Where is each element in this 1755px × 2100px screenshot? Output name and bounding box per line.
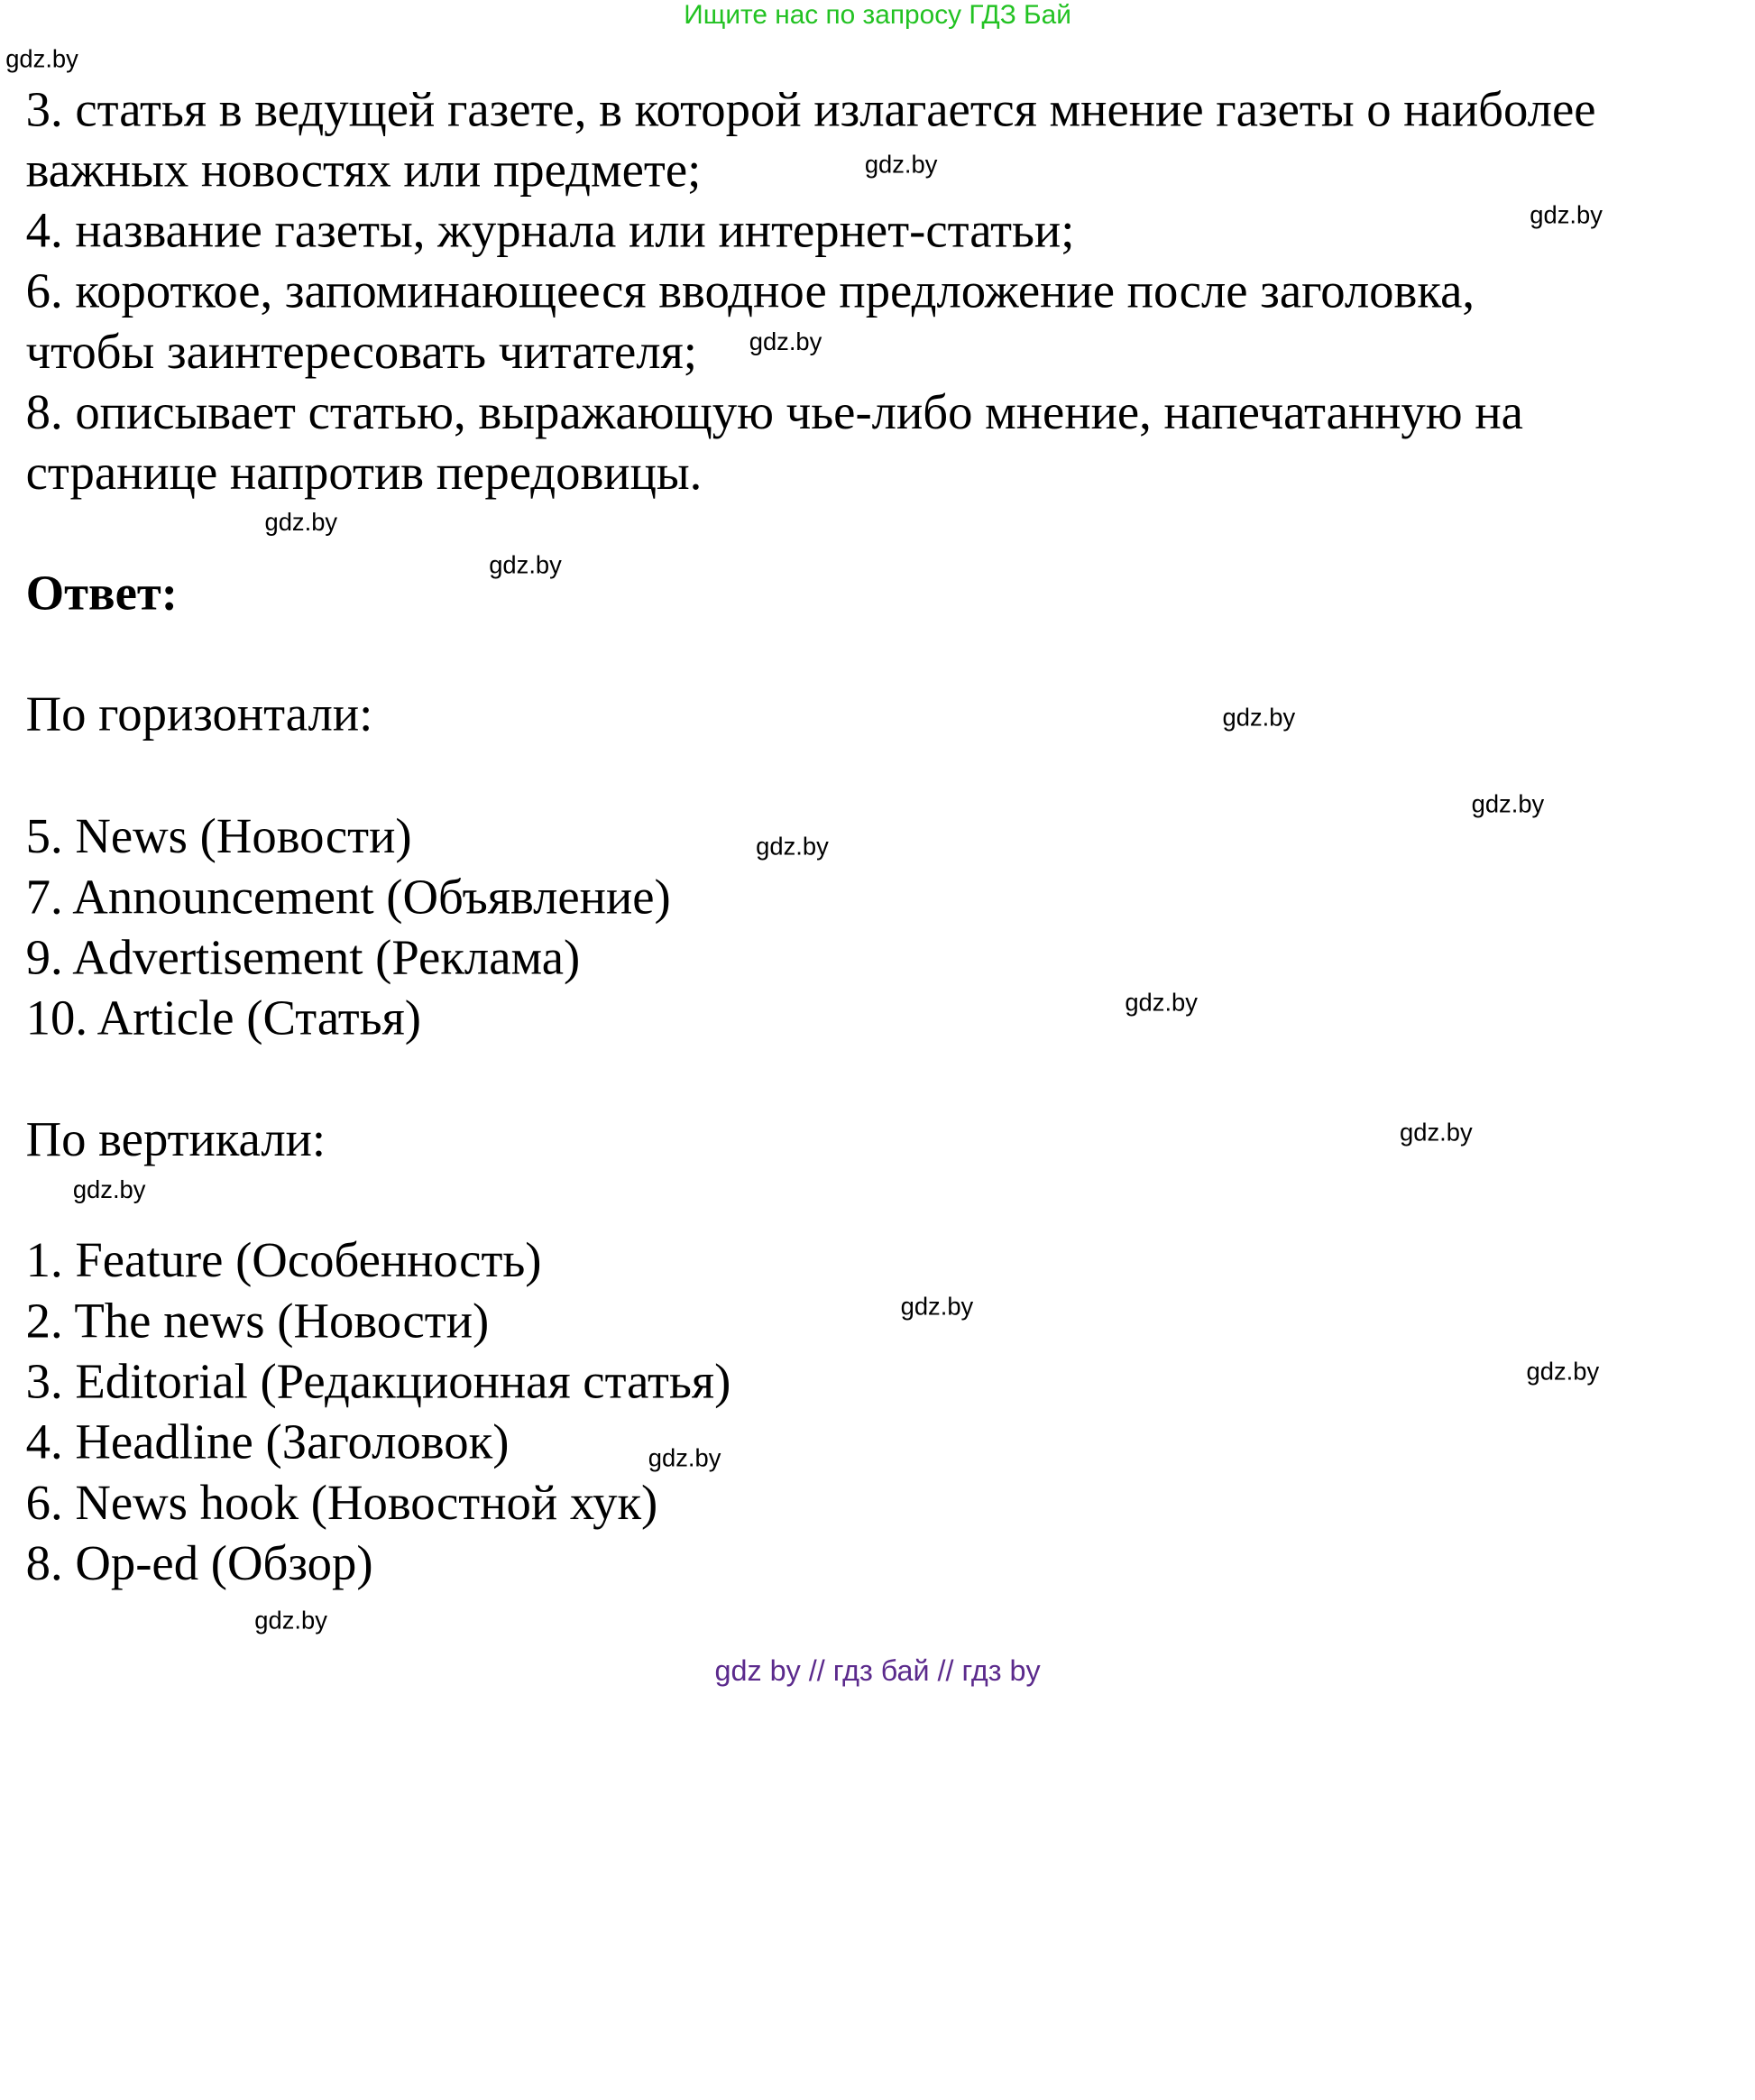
definition-line: 8. описывает статью, выражающую чье-либо мнение, напечатанную на xyxy=(25,384,1523,440)
answer-heading: Ответ: xyxy=(25,565,178,621)
watermark: gdz.by xyxy=(648,1443,721,1472)
top-banner[interactable]: Ищите нас по запросу ГДЗ Бай xyxy=(684,0,1071,31)
watermark: gdz.by xyxy=(1530,200,1603,229)
across-item: 5. News (Новости) xyxy=(25,808,412,864)
definition-line: чтобы заинтересовать читателя; xyxy=(25,324,697,380)
watermark: gdz.by xyxy=(254,1606,327,1635)
down-item: 8. Op-ed (Обзор) xyxy=(25,1535,373,1591)
definition-line: важных новостях или предмете; xyxy=(25,142,702,198)
watermark: gdz.by xyxy=(1526,1357,1600,1386)
watermark: gdz.by xyxy=(900,1292,974,1321)
watermark: gdz.by xyxy=(72,1175,146,1204)
across-item: 7. Announcement (Объявление) xyxy=(25,869,671,925)
across-heading: По горизонтали: xyxy=(25,686,373,742)
watermark: gdz.by xyxy=(5,44,78,73)
watermark: gdz.by xyxy=(864,150,938,179)
definition-line: 3. статья в ведущей газете, в которой излагается мнение газеты о наиболее xyxy=(25,81,1596,137)
watermark: gdz.by xyxy=(1471,789,1545,818)
down-heading: По вертикали: xyxy=(25,1111,326,1167)
footer-links[interactable]: gdz by // гдз бай // гдз by xyxy=(714,1653,1041,1688)
watermark: gdz.by xyxy=(1400,1118,1473,1147)
down-item: 1. Feature (Особенность) xyxy=(25,1232,542,1288)
across-item: 10. Article (Статья) xyxy=(25,990,421,1046)
definition-line: 4. название газеты, журнала или интернет-статьи; xyxy=(25,203,1075,259)
across-item: 9. Advertisement (Реклама) xyxy=(25,929,581,985)
watermark: gdz.by xyxy=(749,327,822,356)
watermark: gdz.by xyxy=(1222,703,1296,732)
watermark: gdz.by xyxy=(489,550,562,579)
down-item: 4. Headline (Заголовок) xyxy=(25,1414,510,1470)
definition-line: странице напротив передовицы. xyxy=(25,445,703,501)
down-item: 6. News hook (Новостной хук) xyxy=(25,1475,658,1531)
watermark: gdz.by xyxy=(264,508,338,537)
watermark: gdz.by xyxy=(1125,988,1198,1017)
watermark: gdz.by xyxy=(756,832,829,861)
definition-line: 6. короткое, запоминающееся вводное предложение после заголовка, xyxy=(25,263,1475,319)
down-item: 2. The news (Новости) xyxy=(25,1293,490,1349)
down-item: 3. Editorial (Редакционная статья) xyxy=(25,1354,731,1409)
